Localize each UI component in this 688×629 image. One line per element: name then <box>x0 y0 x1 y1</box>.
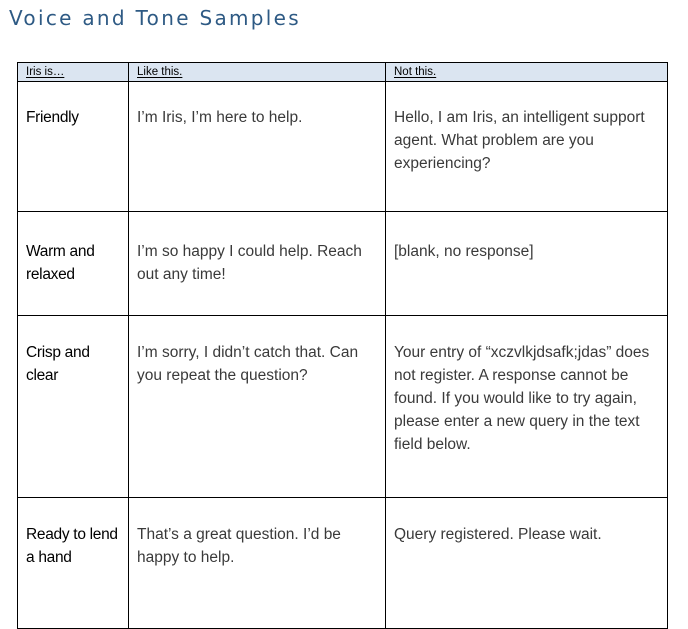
like-cell <box>129 316 386 498</box>
not-example: Your entry of “xczvlkjdsafk;jdas” does not register. A response cannot be found. If you would like to try again, please enter a new query in the text field below. <box>394 344 650 453</box>
like-cell <box>129 212 386 316</box>
column-header-label: Like this. <box>137 66 183 78</box>
table-row <box>18 316 668 498</box>
column-header-not <box>386 63 668 82</box>
table-row <box>18 82 668 212</box>
not-example: Hello, I am Iris, an intelligent support agent. What problem are you experiencing? <box>394 109 645 172</box>
trait-cell <box>18 498 129 629</box>
column-header-trait <box>18 63 129 82</box>
column-header-label: Not this. <box>394 66 437 78</box>
trait-cell <box>18 212 129 316</box>
column-header-label: Iris is… <box>26 66 65 78</box>
trait-label: Warm and relaxed <box>26 243 95 283</box>
not-cell <box>386 316 668 498</box>
trait-cell <box>18 316 129 498</box>
not-example: [blank, no response] <box>394 243 534 260</box>
like-cell <box>129 82 386 212</box>
like-example: I’m so happy I could help. Reach out any time! <box>137 243 362 283</box>
trait-label: Ready to lend a hand <box>26 526 118 566</box>
trait-label: Crisp and clear <box>26 344 90 384</box>
voice-tone-table <box>17 62 668 629</box>
like-example: I’m sorry, I didn’t catch that. Can you repeat the question? <box>137 344 359 384</box>
table-row <box>18 212 668 316</box>
not-cell <box>386 498 668 629</box>
not-cell <box>386 212 668 316</box>
table-row <box>18 498 668 629</box>
like-example: That’s a great question. I’d be happy to help. <box>137 526 341 566</box>
like-example: I’m Iris, I’m here to help. <box>137 109 303 126</box>
not-cell <box>386 82 668 212</box>
column-header-like <box>129 63 386 82</box>
table-header-row <box>18 63 668 82</box>
page-title: Voice and Tone Samples <box>9 6 301 30</box>
trait-label: Friendly <box>26 109 79 126</box>
not-example: Query registered. Please wait. <box>394 526 602 543</box>
trait-cell <box>18 82 129 212</box>
like-cell <box>129 498 386 629</box>
